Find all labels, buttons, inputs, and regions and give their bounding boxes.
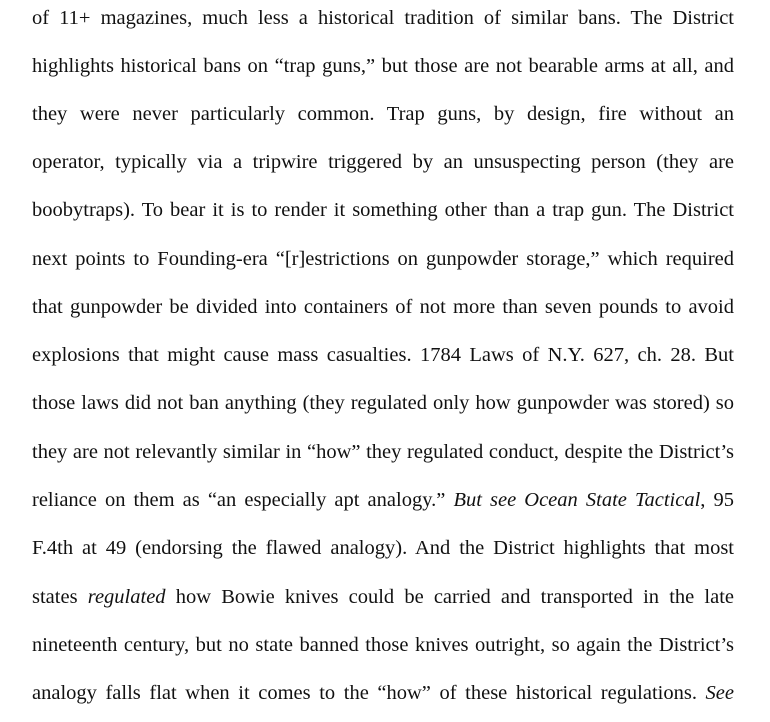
text-line-15 [32,678,734,708]
text-line-7: that gunpowder be divided into containers of not more than seven pounds to avoid [32,296,734,318]
text-line-9: those laws did not ban anything (they regulated only how gunpowder was stored) so [32,392,734,414]
line-13-tail: how Bowie knives could be carried and transported in the late [165,586,735,608]
signal-see: See [705,682,734,704]
case-citation-ocean-state-tactical: But see Ocean State Tactical [453,489,701,511]
text-line-10: they are not relevantly similar in “how” they regulated conduct, despite the District’s [32,441,734,463]
emphasis-regulated: regulated [87,586,166,608]
text-line-3: they were never particularly common. Trap guns, by design, fire without an [32,103,734,125]
line-15-text: analogy falls flat when it comes to the “how” of these historical regulations. [32,682,706,704]
text-line-11 [32,485,734,515]
text-line-13 [32,582,734,612]
text-line-5: boobytraps). To bear it is to render it something other than a trap gun. The District [32,199,734,221]
text-line-6: next points to Founding-era “[r]estrictions on gunpowder storage,” which required [32,248,734,270]
text-line-4: operator, typically via a tripwire triggered by an unsuspecting person (they are [32,151,734,173]
text-line-8: explosions that might cause mass casualties. 1784 Laws of N.Y. 627, ch. 28. But [32,344,734,366]
text-line-14: nineteenth century, but no state banned those knives outright, so again the District’s [32,634,734,656]
text-line-12: F.4th at 49 (endorsing the flawed analogy). And the District highlights that most [32,537,734,559]
text-line-2: highlights historical bans on “trap guns,” but those are not bearable arms at all, and [32,55,734,77]
line-13-text: states [32,586,88,608]
line-11-tail: , 95 [700,489,734,511]
line-11-text: reliance on them as “an especially apt analogy.” [32,489,454,511]
text-line-1: of 11+ magazines, much less a historical tradition of similar bans. The District [32,7,734,29]
